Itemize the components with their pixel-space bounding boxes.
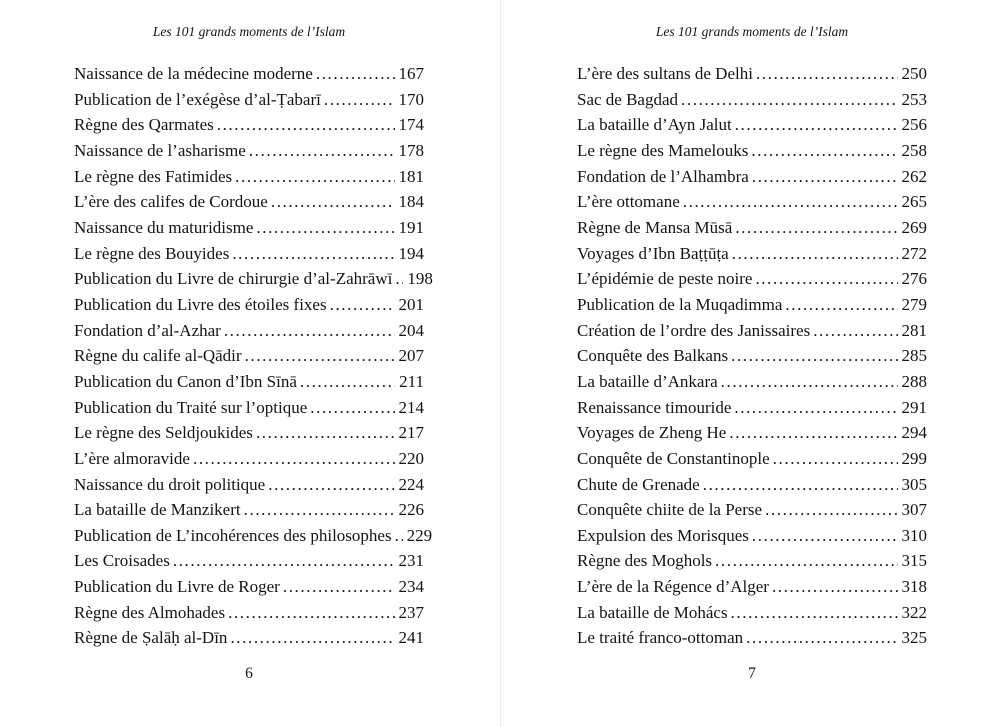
toc-entry-page: 265 [901, 192, 927, 212]
toc-entry-title: Règne de Ṣalāḥ al-Dīn [74, 628, 228, 648]
toc-entry [577, 61, 927, 87]
toc-leader-dots [395, 266, 403, 292]
toc-entry-title: Publication du Livre de chirurgie d’al-Zahrāwī [74, 269, 393, 289]
toc-entry [74, 112, 424, 138]
toc-entry [74, 369, 424, 395]
toc-entry-page: 181 [398, 166, 424, 186]
toc-entry-page: 207 [398, 346, 424, 366]
toc-leader-dots [703, 472, 898, 498]
toc-entry-page: 224 [398, 474, 424, 494]
toc-leader-dots [230, 625, 394, 651]
toc-entry-page: 307 [901, 500, 927, 520]
toc-leader-dots [755, 266, 897, 292]
toc-leader-dots [756, 61, 898, 87]
toc-list-right [577, 61, 927, 651]
toc-entry-page: 198 [407, 269, 433, 289]
toc-entry-page: 299 [901, 448, 927, 468]
toc-entry-page: 214 [398, 397, 424, 417]
toc-entry-page: 201 [398, 294, 424, 314]
toc-entry-title: Naissance de l’asharisme [74, 140, 246, 160]
toc-entry [74, 215, 424, 241]
toc-entry-page: 279 [901, 294, 927, 314]
toc-entry-title: Règne de Mansa Mūsā [577, 217, 733, 237]
toc-leader-dots [772, 574, 898, 600]
toc-entry-page: 276 [901, 269, 927, 289]
page-right [500, 0, 1000, 727]
toc-entry-title: Les Croisades [74, 551, 170, 571]
toc-entry [74, 343, 424, 369]
toc-leader-dots [734, 395, 897, 421]
toc-entry-page: 184 [398, 192, 424, 212]
toc-entry-page: 262 [901, 166, 927, 186]
toc-leader-dots [732, 241, 898, 267]
toc-entry-page: 256 [901, 115, 927, 135]
toc-entry-title: Sac de Bagdad [577, 89, 679, 109]
toc-leader-dots [244, 497, 395, 523]
toc-entry-page: 237 [398, 602, 424, 622]
toc-leader-dots [245, 343, 395, 369]
toc-leader-dots [300, 369, 395, 395]
toc-entry-page: 294 [901, 423, 927, 443]
toc-entry-page: 310 [901, 525, 927, 545]
toc-entry-page: 250 [901, 64, 927, 83]
toc-entry [74, 138, 424, 164]
toc-leader-dots [735, 215, 897, 241]
toc-entry [74, 61, 424, 87]
toc-entry [74, 625, 424, 651]
toc-entry [74, 292, 424, 318]
toc-leader-dots [752, 523, 898, 549]
toc-entry-page: 315 [901, 551, 927, 571]
toc-entry-title: L’ère des sultans de Delhi [577, 64, 753, 83]
toc-leader-dots [268, 472, 394, 498]
toc-entry-title: Voyages d’Ibn Baṭṭūṭa [577, 243, 729, 263]
toc-leader-dots [731, 343, 897, 369]
page-divider [500, 0, 501, 727]
toc-entry [577, 164, 927, 190]
toc-entry-page: 288 [901, 371, 927, 391]
toc-leader-dots [232, 241, 394, 267]
toc-entry [577, 574, 927, 600]
toc-entry [577, 189, 927, 215]
toc-entry-page: 322 [901, 602, 927, 622]
toc-leader-dots [715, 548, 897, 574]
toc-list-left [74, 61, 433, 651]
toc-leader-dots [813, 318, 897, 344]
toc-entry [577, 292, 927, 318]
toc-entry [74, 472, 424, 498]
toc-entry [74, 189, 424, 215]
toc-leader-dots [249, 138, 395, 164]
toc-entry [74, 266, 433, 292]
toc-entry-title: Conquête des Balkans [577, 346, 729, 366]
toc-leader-dots [228, 600, 394, 626]
toc-entry-title: Le traité franco-ottoman [577, 628, 744, 648]
toc-entry [74, 600, 424, 626]
toc-entry-title: L’ère almoravide [74, 448, 190, 468]
toc-entry [74, 574, 424, 600]
toc-entry-title: Le règne des Seldjoukides [74, 423, 253, 443]
toc-entry [577, 420, 927, 446]
toc-entry [577, 548, 927, 574]
toc-entry-page: 234 [398, 577, 424, 597]
toc-entry-title: Voyages de Zheng He [577, 423, 727, 443]
toc-entry-title: Renaissance timouride [577, 397, 732, 417]
toc-entry [577, 395, 927, 421]
toc-entry-title: Le règne des Mamelouks [577, 140, 749, 160]
toc-leader-dots [271, 189, 395, 215]
toc-entry-title: Publication de l’exégèse d’al-Ṭabarī [74, 89, 321, 109]
toc-entry-page: 318 [901, 577, 927, 597]
toc-entry-title: Règne des Qarmates [74, 115, 214, 135]
toc-leader-dots [310, 395, 394, 421]
toc-entry-page: 178 [398, 140, 424, 160]
toc-entry-title: Conquête chiite de la Perse [577, 500, 763, 520]
toc-entry-title: La bataille de Mohács [577, 602, 728, 622]
toc-entry-title: Création de l’ordre des Janissaires [577, 320, 811, 340]
toc-leader-dots [735, 112, 898, 138]
toc-entry-page: 174 [398, 115, 424, 135]
toc-leader-dots [729, 420, 897, 446]
toc-entry-title: L’ère ottomane [577, 192, 680, 212]
toc-entry [577, 523, 927, 549]
toc-leader-dots [324, 87, 395, 113]
toc-leader-dots [731, 600, 898, 626]
page-number-left: 6 [245, 665, 253, 683]
toc-entry-title: Publication du Traité sur l’optique [74, 397, 308, 417]
toc-entry [577, 87, 927, 113]
toc-entry-page: 291 [901, 397, 927, 417]
toc-leader-dots [746, 625, 897, 651]
toc-leader-dots [224, 318, 395, 344]
toc-entry [74, 420, 424, 446]
toc-entry-title: Fondation d’al-Azhar [74, 320, 221, 340]
toc-entry [74, 241, 424, 267]
toc-entry-title: Publication de la Muqadimma [577, 294, 783, 314]
toc-entry-title: Naissance du droit politique [74, 474, 266, 494]
toc-entry [74, 497, 424, 523]
toc-leader-dots [256, 420, 395, 446]
toc-entry-page: 272 [901, 243, 927, 263]
toc-entry-page: 170 [398, 89, 424, 109]
toc-entry [74, 164, 424, 190]
toc-leader-dots [773, 446, 898, 472]
toc-entry-page: 204 [398, 320, 424, 340]
toc-entry-page: 281 [901, 320, 927, 340]
toc-entry-title: Publication du Canon d’Ibn Sīnā [74, 371, 297, 391]
toc-entry [577, 600, 927, 626]
toc-entry-title: Règne des Moghols [577, 551, 713, 571]
page-number-right: 7 [748, 665, 756, 683]
toc-entry-title: Le règne des Fatimides [74, 166, 233, 186]
toc-leader-dots [395, 523, 403, 549]
toc-entry-title: Règne du calife al-Qādir [74, 346, 242, 366]
toc-leader-dots [751, 138, 897, 164]
toc-leader-dots [283, 574, 395, 600]
toc-entry-title: Publication de L’incohérences des philosophes [74, 525, 392, 545]
toc-entry-title: La bataille de Manzikert [74, 500, 241, 520]
toc-entry [74, 395, 424, 421]
toc-leader-dots [173, 548, 395, 574]
toc-entry-page: 325 [901, 628, 927, 648]
toc-entry-page: 269 [901, 217, 927, 237]
toc-entry [577, 241, 927, 267]
toc-entry-page: 229 [406, 525, 433, 545]
toc-entry [577, 343, 927, 369]
toc-entry-title: Naissance de la médecine moderne [74, 64, 313, 83]
toc-entry-page: 285 [901, 346, 927, 366]
toc-entry [74, 318, 424, 344]
toc-entry [577, 112, 927, 138]
toc-leader-dots [683, 189, 898, 215]
toc-entry-page: 191 [398, 217, 424, 237]
toc-entry [577, 446, 927, 472]
toc-entry [577, 266, 927, 292]
toc-entry [74, 523, 433, 549]
toc-leader-dots [316, 61, 395, 87]
toc-entry-page: 231 [398, 551, 424, 571]
toc-entry [577, 497, 927, 523]
toc-entry-title: Publication du Livre des étoiles fixes [74, 294, 327, 314]
toc-entry-page: 258 [901, 140, 927, 160]
toc-entry [577, 369, 927, 395]
toc-leader-dots [256, 215, 394, 241]
toc-leader-dots [235, 164, 394, 190]
toc-entry [577, 472, 927, 498]
toc-entry-title: Conquête de Constantinople [577, 448, 770, 468]
toc-entry-page: 194 [398, 243, 424, 263]
toc-leader-dots [217, 112, 395, 138]
toc-entry-title: Règne des Almohades [74, 602, 226, 622]
toc-leader-dots [765, 497, 897, 523]
toc-entry-title: L’épidémie de peste noire [577, 269, 753, 289]
toc-entry-title: Fondation de l’Alhambra [577, 166, 749, 186]
toc-entry-title: Naissance du maturidisme [74, 217, 254, 237]
toc-leader-dots [752, 164, 898, 190]
toc-entry-page: 217 [398, 423, 424, 443]
toc-leader-dots [193, 446, 395, 472]
toc-entry-title: Le règne des Bouyides [74, 243, 230, 263]
toc-entry [577, 138, 927, 164]
toc-entry-title: Chute de Grenade [577, 474, 700, 494]
toc-entry [74, 87, 424, 113]
toc-entry-page: 211 [399, 371, 424, 391]
toc-entry-title: L’ère des califes de Cordoue [74, 192, 268, 212]
toc-entry-title: La bataille d’Ankara [577, 371, 718, 391]
toc-leader-dots [330, 292, 395, 318]
toc-leader-dots [785, 292, 897, 318]
toc-entry-page: 241 [398, 628, 424, 648]
toc-entry-page: 167 [398, 64, 424, 83]
toc-entry-page: 305 [901, 474, 927, 494]
toc-entry-page: 220 [398, 448, 424, 468]
toc-entry-title: Expulsion des Morisques [577, 525, 749, 545]
toc-entry [577, 215, 927, 241]
toc-entry-page: 226 [398, 500, 424, 520]
toc-entry [577, 625, 927, 651]
toc-entry-title: Publication du Livre de Roger [74, 577, 280, 597]
running-header-left: Les 101 grands moments de l’Islam [152, 24, 346, 39]
toc-leader-dots [681, 87, 897, 113]
toc-entry-title: L’ère de la Régence d’Alger [577, 577, 769, 597]
toc-entry [577, 318, 927, 344]
toc-entry-title: La bataille d’Ayn Jalut [577, 115, 732, 135]
toc-entry [74, 446, 424, 472]
toc-entry-page: 253 [901, 89, 927, 109]
toc-entry [74, 548, 424, 574]
running-header-right: Les 101 grands moments de l’Islam [655, 24, 849, 39]
toc-leader-dots [721, 369, 898, 395]
